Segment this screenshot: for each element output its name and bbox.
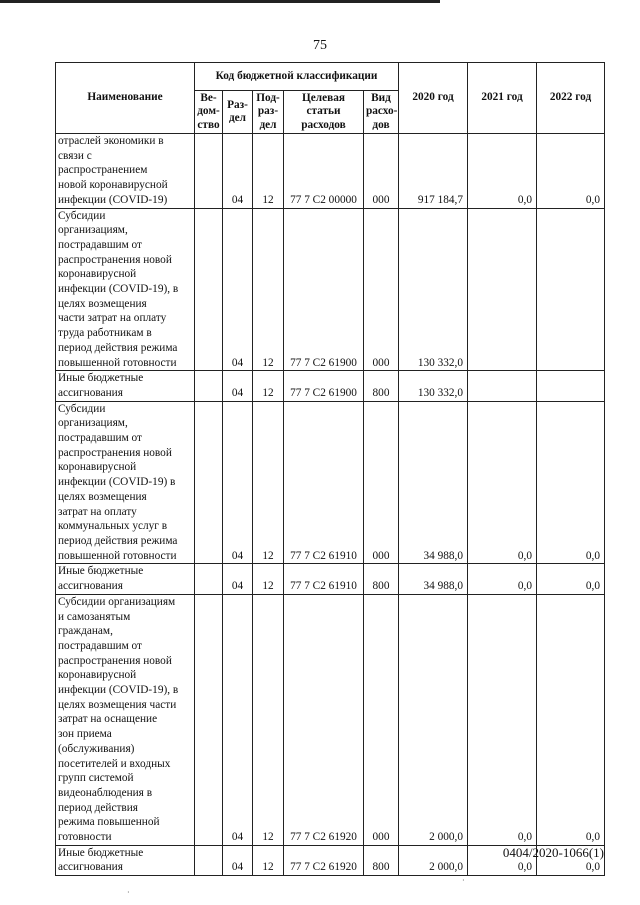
cell-ved (195, 564, 223, 594)
document-code: 0404/2020-1066(1) (502, 845, 604, 860)
cell-vid: 000 (364, 594, 399, 845)
cell-ved (195, 594, 223, 845)
scan-speck: · (462, 876, 465, 885)
cell-razdel: 04 (223, 401, 253, 564)
cell-y2020: 34 988,0 (399, 564, 468, 594)
header-2021: 2021 год (468, 63, 537, 134)
cell-y2022 (537, 371, 605, 401)
cell-ved (195, 371, 223, 401)
cell-y2021: 0,0 (468, 564, 537, 594)
cell-y2020: 130 332,0 (399, 208, 468, 371)
table-row (56, 371, 605, 401)
cell-razdel: 04 (223, 845, 253, 875)
cell-target: 77 7 C2 61910 (284, 401, 364, 564)
cell-razdel: 04 (223, 371, 253, 401)
header-row-group (56, 63, 605, 91)
header-target: Целевая статьи расходов (284, 91, 364, 134)
cell-target: 77 7 C2 61900 (284, 208, 364, 371)
cell-target: 77 7 C2 61900 (284, 371, 364, 401)
cell-razdel: 04 (223, 594, 253, 845)
cell-razdel: 04 (223, 134, 253, 209)
header-2022: 2022 год (537, 63, 605, 134)
cell-ved (195, 208, 223, 371)
cell-y2022: 0,0 (537, 845, 605, 875)
cell-vid: 000 (364, 208, 399, 371)
cell-name: Субсидии организациям, пострадавшим от распространения новой коронавирусной инфекции (COVID-19), в целях возмещения части затрат на оплату труда работникам в период действия режима повышенной готовности (56, 208, 195, 371)
cell-podrazdel: 12 (253, 594, 284, 845)
header-2020: 2020 год (399, 63, 468, 134)
cell-y2020: 130 332,0 (399, 371, 468, 401)
cell-vid: 800 (364, 371, 399, 401)
header-podrazdel: Под- раз- дел (253, 91, 284, 134)
cell-name: Иные бюджетные ассигнования (56, 564, 195, 594)
cell-name: Субсидии организациям и самозанятым гражданам, пострадавшим от распространения новой коронавирусной инфекции (COVID-19), в целях возмещения части затрат на оснащение зон приема (обслуживания) посетителей и входных групп системой видеонаблюдения в период действия режима повышенной готовности (56, 594, 195, 845)
cell-podrazdel: 12 (253, 371, 284, 401)
cell-target: 77 7 C2 00000 (284, 134, 364, 209)
cell-ved (195, 845, 223, 875)
cell-y2022 (537, 208, 605, 371)
cell-name: Иные бюджетные ассигнования (56, 371, 195, 401)
cell-ved (195, 401, 223, 564)
cell-target: 77 7 C2 61910 (284, 564, 364, 594)
scan-speck: · (127, 888, 130, 897)
top-rule (0, 0, 440, 3)
cell-target: 77 7 C2 61920 (284, 594, 364, 845)
cell-podrazdel: 12 (253, 564, 284, 594)
cell-y2021: 0,0 (468, 594, 537, 845)
header-razdel: Раз- дел (223, 91, 253, 134)
cell-vid: 000 (364, 401, 399, 564)
budget-table (55, 62, 605, 876)
cell-razdel: 04 (223, 564, 253, 594)
cell-ved (195, 134, 223, 209)
cell-vid: 800 (364, 564, 399, 594)
cell-target: 77 7 C2 61920 (284, 845, 364, 875)
header-name: Наименование (56, 63, 195, 134)
cell-y2022: 0,0 (537, 594, 605, 845)
cell-y2021: 0,0 (468, 401, 537, 564)
header-code-group: Код бюджетной классификации (195, 63, 399, 91)
cell-podrazdel: 12 (253, 208, 284, 371)
cell-y2021 (468, 208, 537, 371)
cell-y2021: 0,0 (468, 134, 537, 209)
cell-vid: 800 (364, 845, 399, 875)
cell-y2022: 0,0 (537, 134, 605, 209)
table-row (56, 594, 605, 845)
cell-name: Субсидии организациям, пострадавшим от распространения новой коронавирусной инфекции (COVID-19) в целях возмещения затрат на оплату коммунальных услуг в период действия режима повышенной готовности (56, 401, 195, 564)
header-ved: Ве- дом- ство (195, 91, 223, 134)
cell-vid: 000 (364, 134, 399, 209)
cell-y2020: 917 184,7 (399, 134, 468, 209)
cell-razdel: 04 (223, 208, 253, 371)
cell-y2022: 0,0 (537, 564, 605, 594)
cell-y2020: 34 988,0 (399, 401, 468, 564)
table-row (56, 564, 605, 594)
table-row (56, 401, 605, 564)
table-row (56, 134, 605, 209)
page-number: 75 (313, 38, 327, 53)
cell-y2021: 0,0 (468, 845, 537, 875)
cell-y2020: 2 000,0 (399, 845, 468, 875)
cell-y2020: 2 000,0 (399, 594, 468, 845)
cell-y2022: 0,0 (537, 401, 605, 564)
cell-name: отраслей экономики в связи с распространением новой коронавирусной инфекции (COVID-19) (56, 134, 195, 209)
cell-y2021 (468, 371, 537, 401)
cell-podrazdel: 12 (253, 134, 284, 209)
cell-podrazdel: 12 (253, 845, 284, 875)
header-vid: Вид расхо- дов (364, 91, 399, 134)
cell-name: Иные бюджетные ассигнования (56, 845, 195, 875)
table-row (56, 208, 605, 371)
cell-podrazdel: 12 (253, 401, 284, 564)
